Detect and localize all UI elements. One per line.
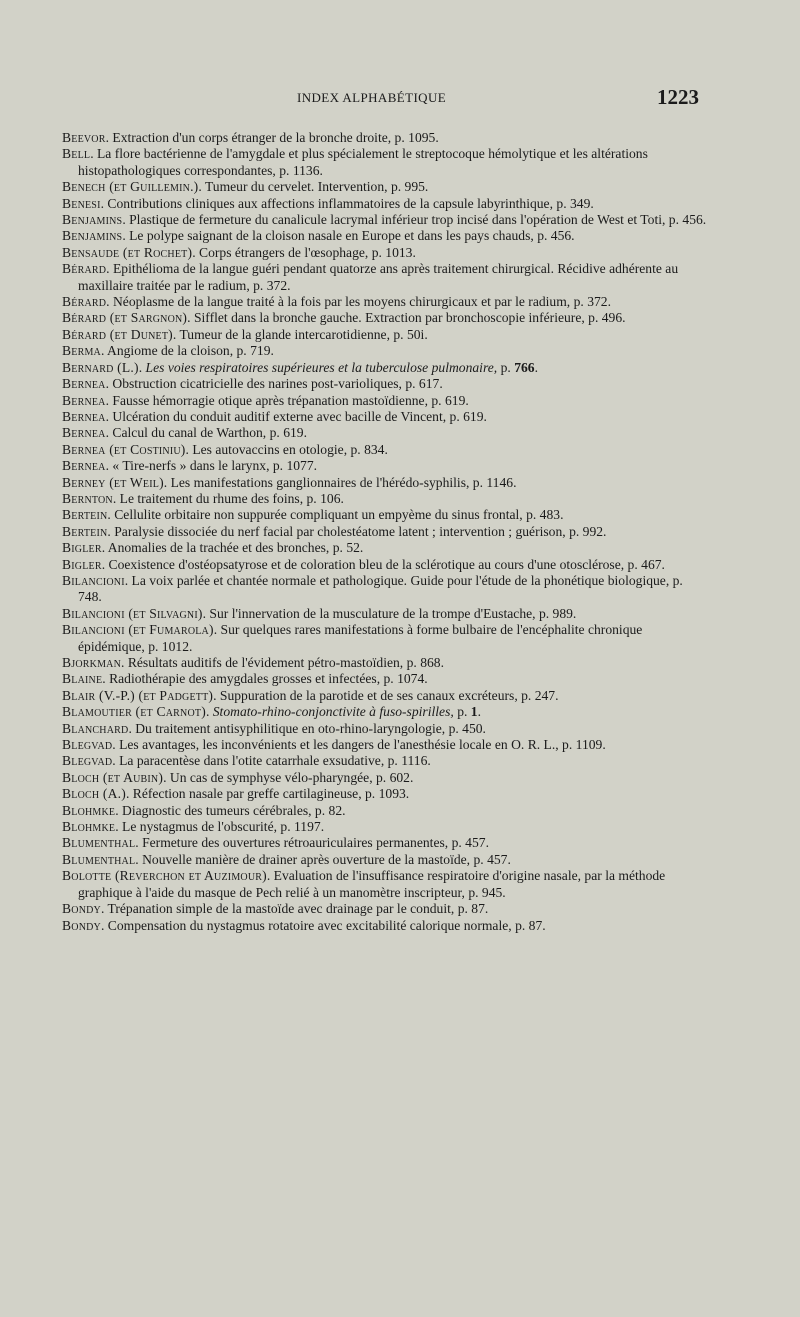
entry-author: Blegvad [62,737,113,753]
entry-author: Bilancioni [62,572,125,588]
index-entry [62,179,710,195]
index-entry [62,425,710,441]
index-entry [62,327,710,343]
entry-author: Blamoutier (et Carnot) [62,704,206,720]
entry-text: . Sur l'innervation de la musculature de la trompe d'Eustache, p. 989. [202,605,577,621]
index-entry [62,524,710,540]
entry-author: Bernea (et Costiniu) [62,441,186,457]
index-entry [62,721,710,737]
entry-author: Bondy [62,917,101,933]
entry-author: Bjorkman [62,655,122,670]
entry-text: . Sifflet dans la bronche gauche. Extraction par bronchoscopie inférieure, p. 496. [187,310,626,326]
index-entry [62,704,710,720]
page-number: 1223 [657,85,699,109]
entry-author: Bell [62,146,91,162]
entry-text: . Ulcération du conduit auditif externe avec bacille de Vincent, p. 619. [105,408,487,424]
entry-text: . La flore bactérienne de l'amygdale et plus spécialement le streptocoque hémolytique et les altérations histopathologiques correspondantes, p. 1136. [78,146,648,178]
index-entry [62,245,710,261]
entry-author: Benjamins [62,212,123,228]
entry-text: . Anomalies de la trachée et des bronches, p. 52. [101,540,364,556]
entry-text: . Obstruction cicatricielle des narines post-varioliques, p. 617. [105,376,443,392]
index-entry [62,655,710,671]
entry-text: . Angiome de la cloison, p. 719. [100,343,274,359]
entry-text: . Diagnostic des tumeurs cérébrales, p. 82. [115,802,346,818]
index-entry [62,196,710,212]
entry-text: . [138,359,143,375]
entry-author: Bernea [62,408,106,424]
entry-author: Bilancioni (et Fumarola) [62,622,214,638]
entry-text: . Résultats auditifs de l'évidement pétro-mastoïdien, p. 868. [121,655,444,670]
entry-text: . Evaluation de l'insuffisance respiratoire d'origine nasale, par la méthode graphique à l'aide du masque de Pech relié à un manomètre inscripteur, p. 945. [78,868,666,900]
entry-author: Berney (et Weil) [62,474,164,490]
entry-text: . Corps étrangers de l'œsophage, p. 1013. [192,244,416,260]
entry-text: . Fausse hémorragie otique après trépanation mastoïdienne, p. 619. [105,392,469,408]
entry-text: . Le nystagmus de l'obscurité, p. 1197. [115,819,325,835]
index-entry [62,606,710,622]
index-entry [62,918,710,934]
entry-author: Blegvad [62,753,113,769]
index-entry [62,852,710,868]
entry-text: . Sur quelques rares manifestations à forme bulbaire de l'encéphalite chronique épidémique, p. 1012. [78,622,643,654]
entry-page-bold: 766 [514,359,535,375]
entry-text: . Compensation du nystagmus rotatoire avec excitabilité calorique normale, p. 87. [100,917,546,933]
index-entry [62,130,710,146]
index-entry [62,770,710,786]
index-entry [62,228,710,244]
entry-author: Bertein [62,523,108,539]
entry-author: Bensaude (et Rochet) [62,244,193,260]
entry-author: Blumenthal [62,851,136,867]
index-entry [62,901,710,917]
entry-text: . Les autovaccins en otologie, p. 834. [185,441,388,457]
index-entry [62,475,710,491]
index-entry [62,409,710,425]
entry-author: Bérard (et Dunet) [62,326,173,342]
index-entries [62,130,710,934]
entry-author: Bolotte (Reverchon et Auzimour) [62,868,267,884]
entry-author: Bondy [62,901,101,917]
entry-author: Benech (et Guillemin.) [62,179,199,195]
entry-author: Bérard [62,294,107,310]
entry-text: . La paracentèse dans l'otite catarrhale exsudative, p. 1116. [112,753,431,769]
index-entry [62,310,710,326]
entry-text: . Paralysie dissociée du nerf facial par cholestéatome latent ; intervention ; guérison, p. 992. [107,523,607,539]
entry-author: Blanchard [62,720,129,736]
index-entry [62,835,710,851]
index-entry [62,376,710,392]
entry-author: Bérard (et Sargnon) [62,310,188,326]
entry-author: Blumenthal [62,835,136,851]
entry-text: . Epithélioma de la langue guéri pendant quatorze ans après traitement chirurgical. Récidive adhérente au maxillaire traitée par le radium, p. 372. [78,261,679,293]
entry-author: Bernea [62,458,106,474]
index-entry [62,868,710,901]
index-entry [62,294,710,310]
index-entry [62,671,710,687]
entry-text: . Réfection nasale par greffe cartilagineuse, p. 1093. [125,786,410,802]
entry-text: . Radiothérapie des amygdales grosses et infectées, p. 1074. [102,671,428,687]
entry-author: Bernton [62,490,113,506]
entry-page-prefix: p. [500,359,511,375]
entry-author: Benjamins [62,228,123,244]
index-entry [62,507,710,523]
entry-text: . La voix parlée et chantée normale et pathologique. Guide pour l'étude de la phonétique biologique, p. 748. [78,572,683,605]
index-entry [62,688,710,704]
entry-text: . Coexistence d'ostéopsatyrose et de coloration bleu de la sclérotique au cours d'une otosclérose, p. 467. [101,556,665,572]
running-title: INDEX ALPHABÉTIQUE [297,90,447,105]
entry-text: . Tumeur du cervelet. Intervention, p. 995. [198,179,429,195]
entry-author: Bilancioni (et Silvagni) [62,605,203,621]
index-entry [62,786,710,802]
entry-text: . Le traitement du rhume des foins, p. 106. [112,490,344,506]
entry-author: Bloch (A.) [62,786,126,802]
entry-author: Blohmke [62,802,116,818]
entry-page-bold: 1 [470,704,478,720]
entry-author: Bernea [62,376,106,392]
index-entry [62,737,710,753]
entry-text: . « Tire-nerfs » dans le larynx, p. 1077. [105,458,318,474]
entry-title-italic: Stomato-rhino-conjonctivite à fuso-spirilles, [212,704,454,720]
entry-title-italic: Les voies respiratoires supérieures et la tuberculose pulmonaire, [145,359,498,375]
index-entry [62,343,710,359]
entry-author: Beevor [62,130,106,145]
index-entry [62,540,710,556]
entry-text: . Plastique de fermeture du canalicule lacrymal inférieur trop incisé dans l'opération de West et Toti, p. 456. [122,212,707,228]
entry-author: Bigler [62,556,102,572]
index-entry [62,261,710,294]
index-entry [62,146,710,179]
index-entry [62,491,710,507]
entry-text: . Un cas de symphyse vélo-pharyngée, p. 602. [163,769,414,785]
entry-text: . [205,704,210,720]
page-header [0,82,800,109]
entry-end-punct: . [477,704,481,720]
entry-author: Bernard (L.) [62,359,139,375]
entry-text: . Extraction d'un corps étranger de la bronche droite, p. 1095. [105,130,439,145]
entry-author: Blaine [62,671,103,687]
index-entry [62,360,710,376]
entry-author: Berma [62,343,101,359]
entry-text: . Les avantages, les inconvénients et les dangers de l'anesthésie locale en O. R. L., p. 1109. [112,737,606,753]
entry-text: . Néoplasme de la langue traité à la fois par les moyens chirurgicaux et par le radium, p. 372. [106,294,611,310]
entry-author: Bernea [62,392,106,408]
entry-text: . Le polype saignant de la cloison nasale en Europe et dans les pays chauds, p. 456. [122,228,575,244]
entry-text: . Contributions cliniques aux affections inflammatoires de la capsule labyrinthique, p. 349. [100,195,594,211]
index-entry [62,393,710,409]
entry-text: . Nouvelle manière de drainer après ouverture de la mastoïde, p. 457. [135,851,511,867]
entry-author: Bertein [62,507,108,523]
entry-end-punct: . [534,359,538,375]
entry-text: . Calcul du canal de Warthon, p. 619. [105,425,307,441]
entry-author: Blohmke [62,819,116,835]
index-entry [62,212,710,228]
index-entry [62,442,710,458]
index-entry [62,557,710,573]
entry-author: Benesi [62,195,101,211]
entry-text: . Tumeur de la glande intercarotidienne, p. 50i. [172,326,428,342]
entry-author: Bérard [62,261,107,277]
entry-page-prefix: p. [457,704,468,720]
index-entry [62,803,710,819]
entry-text: . Fermeture des ouvertures rétroauriculaires permanentes, p. 457. [135,835,489,851]
entry-author: Blair (V.-P.) (et Padgett) [62,687,214,703]
entry-text: . Suppuration de la parotide et de ses canaux excréteurs, p. 247. [213,687,559,703]
index-entry [62,458,710,474]
entry-author: Bloch (et Aubin) [62,769,164,785]
index-entry [62,573,710,606]
entry-author: Bernea [62,425,106,441]
entry-author: Bigler [62,540,102,556]
entry-text: . Trépanation simple de la mastoïde avec drainage par le conduit, p. 87. [100,901,489,917]
entry-text: . Du traitement antisyphilitique en oto-rhino-laryngologie, p. 450. [128,720,486,736]
entry-text: . Les manifestations ganglionnaires de l'hérédo-syphilis, p. 1146. [163,474,517,490]
index-entry [62,819,710,835]
index-entry [62,622,710,655]
index-entry [62,753,710,769]
entry-text: . Cellulite orbitaire non suppurée compliquant un empyème du sinus frontal, p. 483. [107,507,564,523]
